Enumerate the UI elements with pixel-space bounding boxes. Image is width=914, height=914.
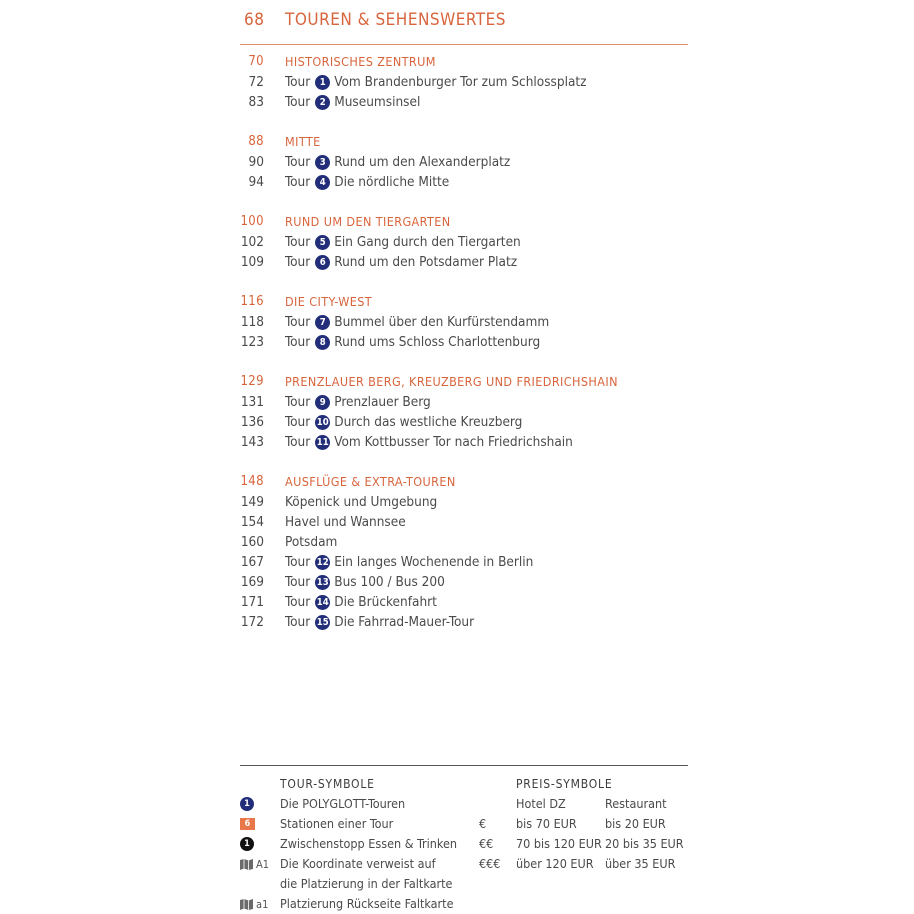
section-page: 88 — [248, 134, 264, 149]
tour-symbols-heading: TOUR-SYMBOLE — [280, 777, 375, 791]
entry-prefix: Tour — [285, 394, 311, 410]
entry-page: 171 — [240, 594, 264, 610]
header-page-number: 68 — [244, 10, 265, 30]
entry-page: 123 — [240, 334, 264, 350]
toc-entry[interactable] — [236, 332, 696, 352]
entry-page: 109 — [240, 254, 264, 270]
tour-number-icon: 7 — [315, 315, 330, 330]
entry-label: Die Brückenfahrt — [334, 594, 437, 610]
section-page: 129 — [240, 374, 264, 389]
tour-number-icon: 9 — [315, 395, 330, 410]
legend-label: Zwischenstopp Essen & Trinken — [280, 836, 458, 851]
map-coordinate-icon — [240, 894, 276, 914]
tour-circle-icon — [240, 794, 276, 814]
section-page: 116 — [240, 294, 264, 309]
entry-prefix: Tour — [285, 154, 311, 170]
price-col-restaurant: Restaurant — [605, 796, 667, 811]
section-page: 148 — [240, 474, 264, 489]
toc-entry[interactable] — [236, 92, 696, 112]
entry-prefix: Tour — [285, 574, 311, 590]
toc-entry[interactable] — [236, 72, 696, 92]
section-title: RUND UM DEN TIERGARTEN — [285, 214, 451, 229]
toc-entry[interactable] — [236, 612, 696, 632]
entry-page: 149 — [240, 494, 264, 510]
entry-label: Bus 100 / Bus 200 — [334, 574, 445, 590]
header-title: TOUREN & SEHENSWERTES — [285, 10, 507, 30]
tour-number-icon: 14 — [316, 596, 329, 608]
entry-label: Durch das westliche Kreuzberg — [334, 414, 523, 430]
entry-page: 160 — [240, 534, 264, 550]
legend-label: Die Koordinate verweist auf — [280, 856, 436, 871]
section-title: AUSFLÜGE & EXTRA-TOUREN — [285, 474, 456, 489]
legend-label-continued: die Platzierung in der Faltkarte — [280, 876, 453, 891]
entry-label: Bummel über den Kurfürstendamm — [334, 314, 550, 330]
toc-entry[interactable] — [236, 532, 696, 552]
tour-number-icon: 12 — [316, 556, 329, 568]
toc-entry[interactable] — [236, 492, 696, 512]
toc-entry[interactable] — [236, 552, 696, 572]
price-hotel: bis 70 EUR — [516, 816, 577, 831]
entry-prefix: Tour — [285, 74, 311, 90]
entry-page: 136 — [240, 414, 264, 430]
entry-label: Museumsinsel — [334, 94, 421, 110]
entry-label: Ein Gang durch den Tiergarten — [334, 234, 521, 250]
section-heading — [236, 472, 696, 492]
entry-label: Ein langes Wochenende in Berlin — [334, 554, 534, 570]
price-col-hotel: Hotel DZ — [516, 796, 566, 811]
section-title: HISTORISCHES ZENTRUM — [285, 54, 436, 69]
legend-divider — [240, 765, 688, 766]
entry-prefix: Tour — [285, 94, 311, 110]
entry-page: 102 — [240, 234, 264, 250]
entry-page: 90 — [248, 154, 264, 170]
toc-entry[interactable] — [236, 252, 696, 272]
entry-page: 172 — [240, 614, 264, 630]
toc-entry[interactable] — [236, 412, 696, 432]
map-coordinate-label: A1 — [256, 857, 270, 871]
toc-entry[interactable] — [236, 432, 696, 452]
price-symbol: € — [479, 816, 487, 831]
section-heading — [236, 132, 696, 152]
toc-entry[interactable] — [236, 172, 696, 192]
toc-entry[interactable] — [236, 312, 696, 332]
price-symbol: €€ — [479, 836, 494, 851]
legend-label: Stationen einer Tour — [280, 816, 394, 831]
entry-page: 143 — [240, 434, 264, 450]
entry-page: 169 — [240, 574, 264, 590]
food-stop-icon — [240, 834, 276, 854]
tour-number-icon: 13 — [316, 576, 329, 588]
folded-map-icon — [240, 859, 253, 870]
price-symbols-heading: PREIS-SYMBOLE — [516, 777, 613, 791]
entry-page: 167 — [240, 554, 264, 570]
entry-label: Vom Brandenburger Tor zum Schlossplatz — [334, 74, 587, 90]
price-restaurant: 20 bis 35 EUR — [605, 836, 684, 851]
section-heading — [236, 292, 696, 312]
entry-label: Havel und Wannsee — [285, 514, 406, 530]
entry-label: Rund um den Alexanderplatz — [334, 154, 511, 170]
tour-number-icon: 5 — [315, 235, 330, 250]
entry-prefix: Tour — [285, 614, 311, 630]
tour-number-icon: 11 — [316, 436, 329, 448]
entry-page: 94 — [248, 174, 264, 190]
tour-number-icon: 1 — [240, 797, 254, 811]
price-symbol: €€€ — [479, 856, 501, 871]
station-square-icon — [240, 814, 276, 834]
toc-entry[interactable] — [236, 392, 696, 412]
toc-entry[interactable] — [236, 232, 696, 252]
tour-number-icon: 4 — [315, 175, 330, 190]
tour-number-icon: 15 — [316, 616, 329, 628]
entry-page: 72 — [248, 74, 264, 90]
entry-label: Die Fahrrad-Mauer-Tour — [334, 614, 475, 630]
price-hotel: über 120 EUR — [516, 856, 594, 871]
section-page: 100 — [240, 214, 264, 229]
entry-label: Köpenick und Umgebung — [285, 494, 438, 510]
section-heading — [236, 372, 696, 392]
tour-number-icon: 1 — [315, 75, 330, 90]
section-title: PRENZLAUER BERG, KREUZBERG UND FRIEDRICHSHAIN — [285, 374, 618, 389]
entry-label: Rund um den Potsdamer Platz — [334, 254, 518, 270]
entry-label: Vom Kottbusser Tor nach Friedrichshain — [334, 434, 573, 450]
entry-prefix: Tour — [285, 334, 311, 350]
entry-prefix: Tour — [285, 554, 311, 570]
toc-entry[interactable] — [236, 152, 696, 172]
entry-prefix: Tour — [285, 414, 311, 430]
legend-label: Platzierung Rückseite Faltkarte — [280, 896, 454, 911]
section-title: DIE CITY-WEST — [285, 294, 373, 309]
entry-label: Prenzlauer Berg — [334, 394, 431, 410]
entry-label: Rund ums Schloss Charlottenburg — [334, 334, 541, 350]
entry-prefix: Tour — [285, 594, 311, 610]
toc-entry[interactable] — [236, 512, 696, 532]
tour-number-icon: 6 — [315, 255, 330, 270]
price-restaurant: bis 20 EUR — [605, 816, 666, 831]
section-title: MITTE — [285, 134, 321, 149]
food-stop-number-icon: 1 — [240, 837, 254, 851]
section-heading — [236, 52, 696, 72]
legend-label: Die POLYGLOTT-Touren — [280, 796, 406, 811]
entry-prefix: Tour — [285, 174, 311, 190]
station-icon: 6 — [240, 818, 255, 830]
entry-page: 83 — [248, 94, 264, 110]
toc-header — [240, 8, 688, 45]
toc-entry[interactable] — [236, 592, 696, 612]
toc-entry[interactable] — [236, 572, 696, 592]
tour-number-icon: 8 — [315, 335, 330, 350]
map-coordinate-icon — [240, 854, 276, 874]
entry-page: 131 — [240, 394, 264, 410]
entry-label: Potsdam — [285, 534, 338, 550]
entry-page: 154 — [240, 514, 264, 530]
map-coordinate-label: a1 — [256, 897, 269, 911]
tour-number-icon: 10 — [316, 416, 329, 428]
entry-page: 118 — [240, 314, 264, 330]
price-hotel: 70 bis 120 EUR — [516, 836, 602, 851]
price-restaurant: über 35 EUR — [605, 856, 676, 871]
entry-prefix: Tour — [285, 234, 311, 250]
entry-prefix: Tour — [285, 314, 311, 330]
entry-label: Die nördliche Mitte — [334, 174, 450, 190]
tour-number-icon: 3 — [315, 155, 330, 170]
section-page: 70 — [248, 54, 264, 69]
section-heading — [236, 212, 696, 232]
folded-map-icon — [240, 899, 253, 910]
tour-number-icon: 2 — [315, 95, 330, 110]
entry-prefix: Tour — [285, 434, 311, 450]
entry-prefix: Tour — [285, 254, 311, 270]
